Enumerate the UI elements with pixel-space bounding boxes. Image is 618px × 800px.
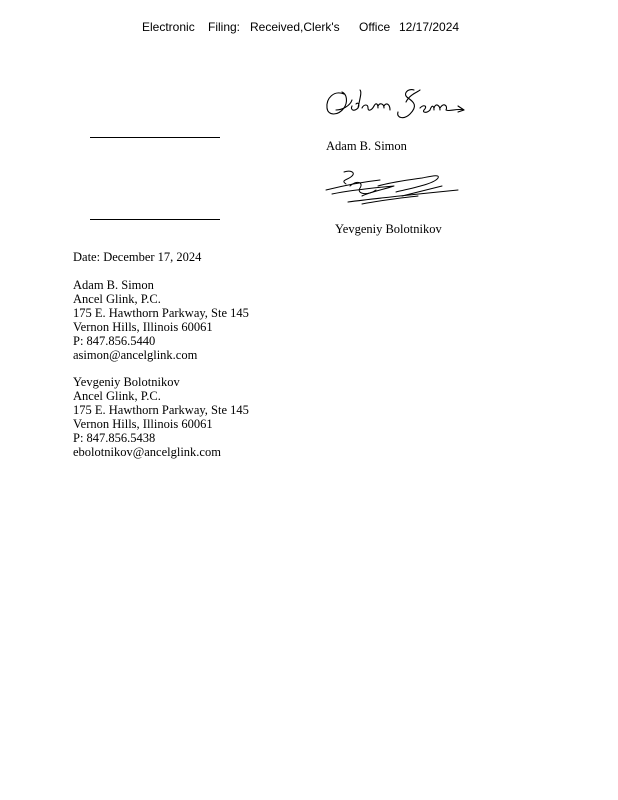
contact-street: 175 E. Hawthorn Parkway, Ste 145 — [73, 306, 249, 320]
handwritten-signature-bolotnikov — [322, 166, 464, 210]
contact-phone: P: 847.856.5438 — [73, 431, 156, 445]
contact-name: Yevgeniy Bolotnikov — [73, 375, 180, 389]
contact-city: Vernon Hills, Illinois 60061 — [73, 320, 213, 334]
blank-signature-line-1 — [90, 137, 220, 138]
contact-phone: P: 847.856.5440 — [73, 334, 156, 348]
document-date: Date: December 17, 2024 — [73, 250, 202, 264]
contact-block-2 — [73, 375, 249, 459]
stamp-word-office: Office — [359, 20, 391, 34]
blank-signature-line-2 — [90, 219, 220, 220]
contact-email: asimon@ancelglink.com — [73, 348, 198, 362]
contact-block-1 — [73, 278, 249, 362]
contact-name: Adam B. Simon — [73, 278, 154, 292]
contact-street: 175 E. Hawthorn Parkway, Ste 145 — [73, 403, 249, 417]
contact-email: ebolotnikov@ancelglink.com — [73, 445, 221, 459]
contact-firm: Ancel Glink, P.C. — [73, 389, 161, 403]
stamp-date: 12/17/2024 — [399, 20, 460, 34]
contact-city: Vernon Hills, Illinois 60061 — [73, 417, 213, 431]
signatory-name-2: Yevgeniy Bolotnikov — [335, 222, 442, 236]
stamp-word-received: Received,Clerk's — [250, 20, 340, 34]
contact-firm: Ancel Glink, P.C. — [73, 292, 161, 306]
signatory-name-1: Adam B. Simon — [326, 139, 407, 153]
stamp-word-filing: Filing: — [208, 20, 241, 34]
handwritten-signature-simon — [322, 84, 472, 128]
stamp-word-electronic: Electronic — [142, 20, 195, 34]
